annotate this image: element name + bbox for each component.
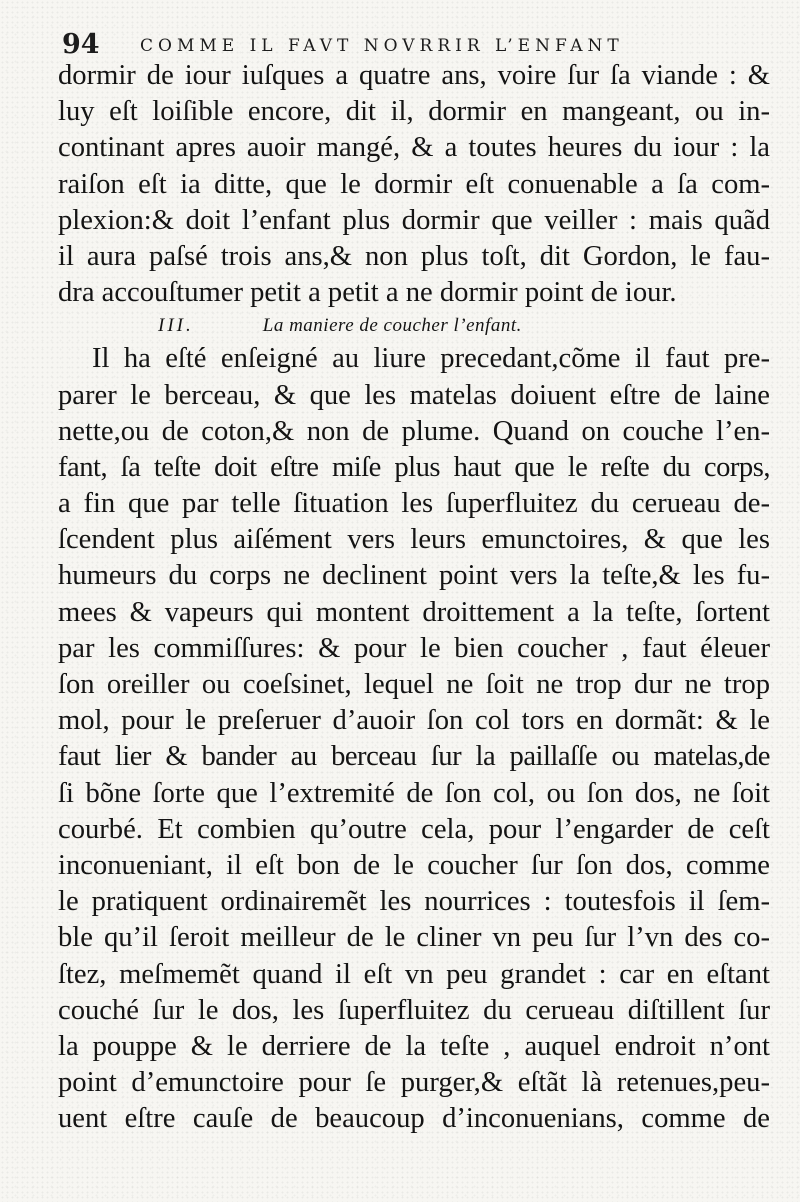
- text-line: Il ha eſté enſeigné au liure precedant,cõme il faut pre-: [92, 343, 770, 375]
- text-line: ſon oreiller ou coeſsinet, lequel ne ſoit ne trop dur ne trop: [58, 669, 770, 700]
- section-title: La maniere de coucher l’enfant.: [262, 315, 522, 337]
- section-number: III.: [158, 315, 194, 337]
- text-line: parer le berceau, & que les matelas doiuent eſtre de laine: [58, 379, 770, 411]
- text-line: faut lier & bander au berceau ſur la paillaſſe ou matelas,de: [58, 741, 770, 773]
- text-line: nette,ou de coton,& non de plume. Quand on couche l’en-: [58, 415, 770, 447]
- text-line: courbé. Et combien qu’outre cela, pour l’engarder de ceſt: [58, 813, 770, 845]
- text-line: luy eſt loiſible encore, dit il, dormir en mangeant, ou in-: [58, 96, 770, 128]
- text-line: ſtez, meſmemẽt quand il eſt vn peu grandet : car en eſtant: [58, 958, 770, 990]
- text-block: [58, 58, 770, 1137]
- paragraph-after: [58, 341, 770, 1137]
- running-head: [62, 28, 752, 62]
- paragraph-before: [58, 58, 770, 311]
- text-line: dra accouſtumer petit a petit a ne dormir point de iour.: [58, 277, 677, 309]
- text-line: il aura paſsé trois ans,& non plus toſt, dit Gordon, le fau-: [58, 240, 770, 272]
- text-line: uent eſtre cauſe de beaucoup d’inconuenians, comme de: [58, 1103, 770, 1135]
- text-line: dormir de iour iuſques a quatre ans, voire ſur ſa viande : &: [58, 60, 770, 91]
- text-line: ble qu’il ſeroit meilleur de le cliner vn peu ſur l’vn des co-: [58, 922, 770, 954]
- text-line: le pratiquent ordinairemẽt les nourrices : toutesfois il ſem-: [58, 886, 770, 918]
- text-line: mol, pour le preſeruer d’auoir ſon col tors en dormãt: & le: [58, 705, 770, 737]
- text-line: raiſon eſt ia ditte, que le dormir eſt conuenable a ſa com-: [58, 168, 770, 200]
- text-line: ſi bõne ſorte que l’extremité de ſon col, ou ſon dos, ne ſoit: [58, 777, 770, 809]
- text-line: humeurs du corps ne declinent point vers la teſte,& les fu-: [58, 560, 770, 592]
- text-line: fant, ſa teſte doit eſtre miſe plus haut que le reſte du corps,: [58, 451, 770, 483]
- text-line: inconueniant, il eſt bon de le coucher ſur ſon dos, comme: [58, 849, 770, 881]
- text-line: ſcendent plus aiſément vers leurs emunctoires, & que les: [58, 524, 770, 556]
- text-line: par les commiſſures: & pour le bien coucher , faut éleuer: [58, 632, 770, 664]
- text-line: a fin que par telle ſituation les ſuperfluitez du cerueau de-: [58, 488, 770, 520]
- text-line: la pouppe & le derriere de la teſte , auquel endroit n’ont: [58, 1030, 770, 1062]
- text-line: mees & vapeurs qui montent droittement a la teſte, ſortent: [58, 596, 770, 628]
- text-line: continant apres auoir mangé, & a toutes heures du iour : la: [58, 132, 770, 164]
- running-title: COMME IL FAVT NOVRRIR L’ENFANT: [140, 36, 624, 56]
- text-line: point d’emunctoire pour ſe purger,& eſtãt là retenues,peu-: [58, 1067, 770, 1099]
- text-line: couché ſur le dos, les ſuperfluitez du cerueau diſtillent ſur: [58, 994, 770, 1026]
- text-line: plexion:& doit l’enfant plus dormir que veiller : mais quãd: [58, 204, 770, 236]
- section-heading: [58, 311, 770, 341]
- page-number: 94: [62, 29, 100, 60]
